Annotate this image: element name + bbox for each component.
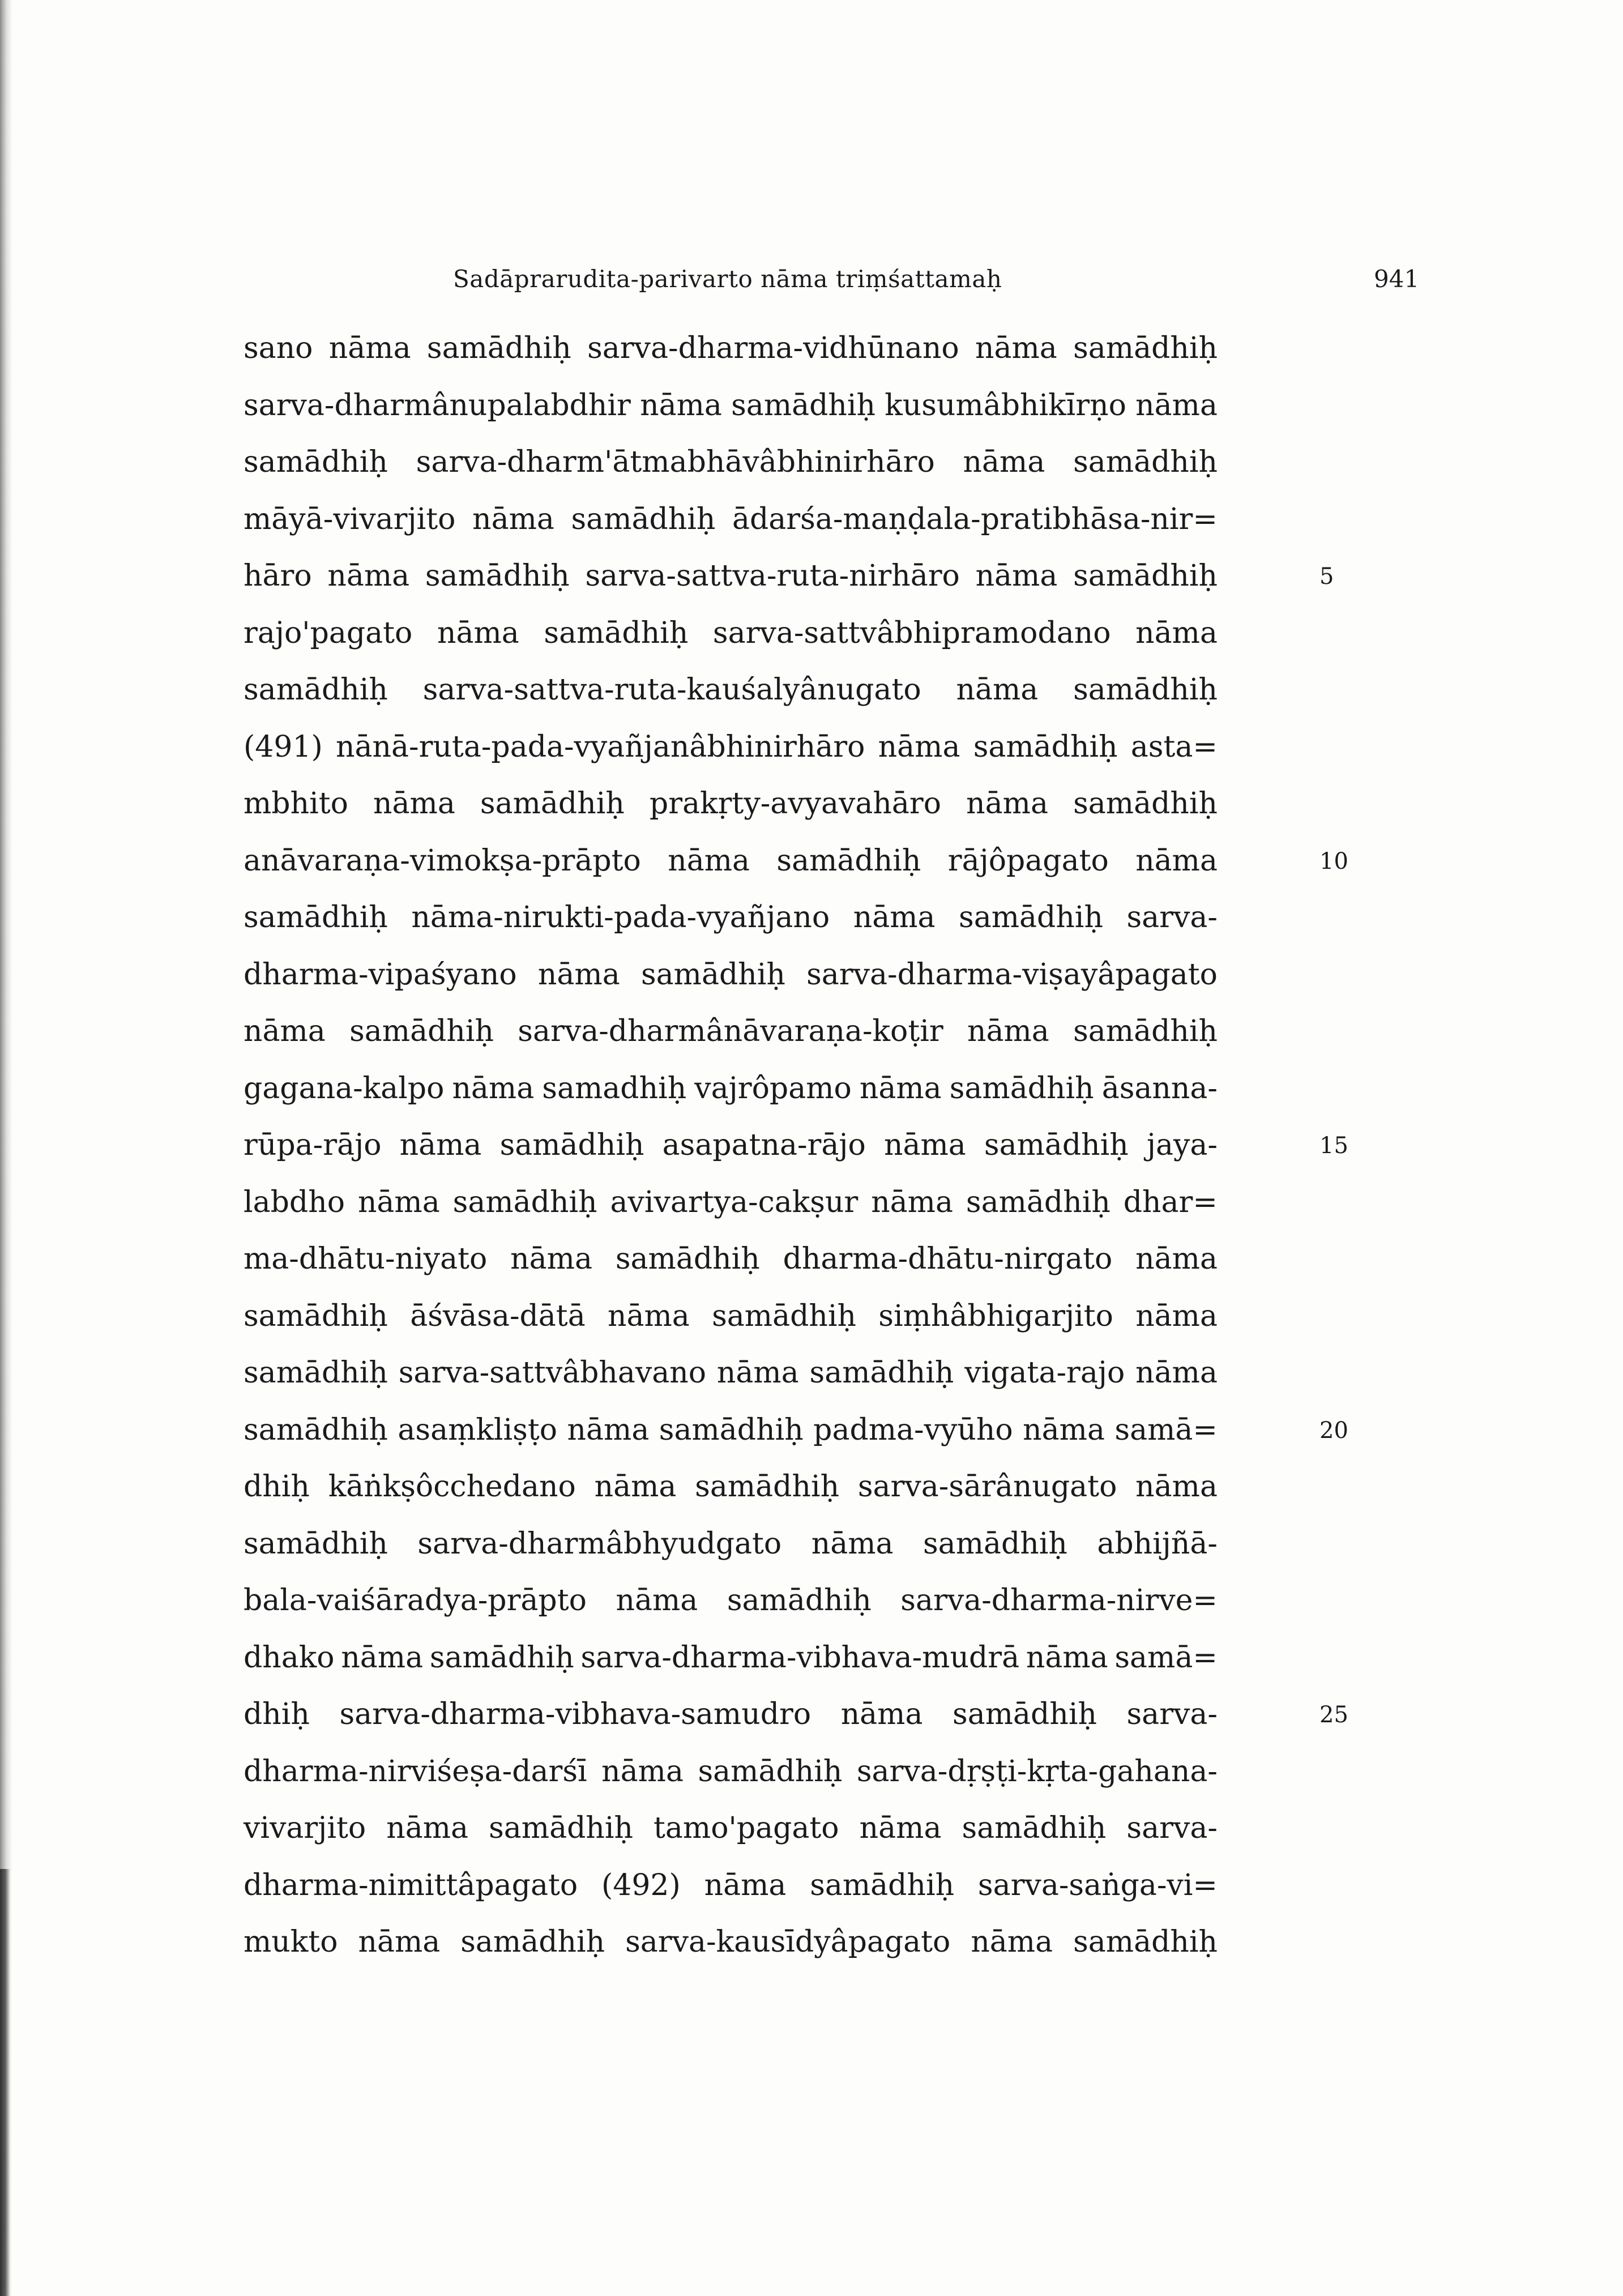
- text-line: [244, 1697, 1218, 1731]
- word: samādhiḥ: [695, 1470, 840, 1504]
- word: nāma: [1026, 1640, 1108, 1675]
- word: nāma: [357, 1185, 440, 1219]
- word: nāma: [1135, 1356, 1218, 1390]
- word: samādhiḥ: [923, 1526, 1067, 1561]
- word: dharma-nirviśeṣa-darśī: [244, 1754, 587, 1789]
- word: sarva-dharmâbhyudgato: [417, 1526, 782, 1561]
- word: āśvāsa-dātā: [410, 1299, 586, 1333]
- text-line: [244, 331, 1218, 365]
- word: asta=: [1130, 729, 1218, 764]
- word: samādhiḥ: [349, 1014, 494, 1048]
- word: abhijñā-: [1097, 1526, 1218, 1561]
- word: nāma: [859, 1811, 942, 1845]
- text-line: [244, 1925, 1218, 1959]
- word: kāṅkṣôcchedano: [328, 1470, 576, 1504]
- word: samādhiḥ: [452, 1185, 597, 1219]
- word: dhako: [244, 1640, 335, 1675]
- word: nāma: [963, 445, 1045, 479]
- word: dhar=: [1123, 1185, 1218, 1219]
- word: samādhiḥ: [426, 331, 571, 365]
- word: nāma: [601, 1754, 684, 1789]
- text-line: [244, 1356, 1218, 1390]
- margin-line-number: 20: [1319, 1417, 1348, 1444]
- text-line: [244, 1014, 1218, 1048]
- word: samadhiḥ: [542, 1071, 687, 1106]
- word: māyā-vivarjito: [244, 502, 456, 536]
- binding-edge-dark-shadow: [0, 1869, 10, 2296]
- word: nāma: [975, 331, 1057, 365]
- text-line: [244, 730, 1218, 764]
- word: sarva-sārânugato: [857, 1470, 1117, 1504]
- word: dhiḥ: [244, 1697, 310, 1731]
- running-head: Sadāprarudita-parivarto nāma triṃśattamaḥ: [453, 265, 1002, 293]
- word: samādhiḥ: [973, 729, 1118, 764]
- word: nāma: [616, 1584, 698, 1618]
- word: nāma: [956, 673, 1039, 707]
- word: samādhiḥ: [698, 1754, 843, 1789]
- word: samādhiḥ: [429, 1640, 574, 1675]
- word: samādhiḥ: [1073, 673, 1218, 707]
- word: samādhiḥ: [244, 901, 388, 934]
- text-line: [244, 1470, 1218, 1504]
- word: nāma: [975, 559, 1058, 593]
- word: siṃhâbhigarjito: [878, 1299, 1113, 1333]
- word: nāma: [327, 559, 410, 593]
- word: sarva-: [1126, 1697, 1218, 1731]
- word: jaya-: [1146, 1128, 1218, 1162]
- text-line: [244, 787, 1218, 821]
- word: samā=: [1114, 1412, 1218, 1447]
- word: vivarjito: [244, 1811, 366, 1845]
- word: nāma: [883, 1128, 966, 1162]
- word: āsanna-: [1101, 1071, 1218, 1106]
- word: samādhiḥ: [1073, 1925, 1218, 1959]
- word: samādhiḥ: [984, 1128, 1129, 1162]
- text-line: [244, 844, 1218, 878]
- text-line: [244, 1128, 1218, 1162]
- word: nāma: [811, 1526, 894, 1561]
- word: gagana-kalpo: [244, 1071, 445, 1106]
- word: samādhiḥ: [1073, 331, 1218, 365]
- text-line: [244, 1299, 1218, 1333]
- word: samādhiḥ: [949, 1071, 1094, 1106]
- word: nānā-ruta-pada-vyañjanâbhinirhāro: [336, 729, 865, 764]
- word: sarva-saṅga-vi=: [977, 1868, 1218, 1902]
- word: sarva-dharma-vidhūnano: [587, 331, 959, 365]
- word: nāma-nirukti-pada-vyañjano: [411, 901, 830, 934]
- word: samādhiḥ: [727, 1584, 872, 1618]
- word: samādhiḥ: [244, 1526, 388, 1561]
- word: sarva-: [1126, 1811, 1218, 1845]
- word: mukto: [244, 1925, 338, 1959]
- word: sarva-: [1126, 901, 1218, 934]
- word: ma-dhātu-niyato: [244, 1242, 488, 1276]
- margin-line-number: 15: [1319, 1133, 1348, 1159]
- text-line: [244, 1811, 1218, 1845]
- word: samādhiḥ: [776, 843, 921, 878]
- word: nāma: [537, 957, 620, 992]
- text-line: [244, 1868, 1218, 1902]
- word: samādhiḥ: [953, 1697, 1097, 1731]
- word: nāma: [1135, 843, 1218, 878]
- word: sarva-sattvâbhipramodano: [712, 616, 1111, 650]
- word: sarva-kausīdyâpagato: [625, 1925, 951, 1959]
- word: samādhiḥ: [640, 957, 785, 992]
- word: samādhiḥ: [1073, 1014, 1218, 1048]
- word: samādhiḥ: [544, 616, 689, 650]
- margin-line-number: 5: [1319, 564, 1334, 590]
- text-line: [244, 1413, 1218, 1447]
- word: nāma: [966, 787, 1048, 821]
- word: samādhiḥ: [1073, 559, 1218, 593]
- word: bala-vaiśāradya-prāpto: [244, 1584, 587, 1618]
- page-number: 941: [1374, 265, 1420, 293]
- text-line: [244, 445, 1218, 479]
- word: (492): [601, 1868, 681, 1902]
- word: dharma-nimittâpagato: [244, 1868, 578, 1902]
- word: sarva-dharmânāvaraṇa-koṭir: [518, 1014, 943, 1048]
- word: nāma: [567, 1412, 650, 1447]
- word: samādhiḥ: [480, 787, 625, 821]
- word: nāma: [704, 1868, 787, 1902]
- text-line: [244, 901, 1218, 934]
- word: samādhiḥ: [244, 673, 388, 707]
- text-line: [244, 958, 1218, 992]
- word: nāma: [668, 843, 750, 878]
- word: samādhiḥ: [810, 1868, 955, 1902]
- word: avivartya-cakṣur: [610, 1185, 859, 1219]
- margin-line-number: 10: [1319, 848, 1348, 874]
- word: vajrôpamo: [694, 1071, 852, 1106]
- word: nāma: [386, 1811, 469, 1845]
- word: sarva-dharma-viṣayâpagato: [806, 957, 1218, 992]
- word: samādhiḥ: [489, 1811, 633, 1845]
- word: rajo'pagato: [244, 616, 413, 650]
- word: mbhito: [244, 787, 348, 821]
- word: samā=: [1114, 1640, 1218, 1675]
- word: samādhiḥ: [1073, 787, 1218, 821]
- word: prakṛty-avyavahāro: [649, 787, 942, 821]
- word: sano: [244, 331, 313, 365]
- word: samādhiḥ: [962, 1811, 1107, 1845]
- margin-line-number: 25: [1319, 1702, 1348, 1728]
- text-line: [244, 1641, 1218, 1675]
- word: nāma: [358, 1925, 441, 1959]
- word: nāma: [716, 1356, 799, 1390]
- word: nāma: [967, 1014, 1049, 1048]
- text-line: [244, 1584, 1218, 1618]
- word: nāma: [1135, 388, 1218, 423]
- text-line: [244, 559, 1218, 593]
- word: nāma: [510, 1242, 592, 1276]
- word: padma-vyūho: [813, 1412, 1013, 1447]
- word: samādhiḥ: [425, 559, 570, 593]
- word: sarva-dharma-vibhava-samudro: [339, 1697, 812, 1731]
- word: nāma: [341, 1640, 424, 1675]
- word: tamo'pagato: [654, 1811, 839, 1845]
- word: samādhiḥ: [244, 1356, 388, 1390]
- word: (491): [244, 729, 323, 764]
- word: sarva-dharm'ātmabhāvâbhinirhāro: [416, 445, 935, 479]
- text-line: [244, 1242, 1218, 1276]
- word: rūpa-rājo: [244, 1128, 382, 1162]
- word: nāma: [878, 729, 960, 764]
- word: dharma-vipaśyano: [244, 957, 517, 992]
- word: sarva-sattva-ruta-nirhāro: [585, 559, 960, 593]
- word: nāma: [437, 616, 519, 650]
- word: samādhiḥ: [659, 1412, 804, 1447]
- text-line: [244, 1185, 1218, 1219]
- word: sarva-dharma-vibhava-mudrā: [580, 1640, 1020, 1675]
- word: samādhiḥ: [712, 1299, 856, 1333]
- word: nāma: [859, 1071, 942, 1106]
- word: sarva-sattvâbhavano: [398, 1356, 707, 1390]
- text-line: [244, 502, 1218, 536]
- word: rājôpagato: [947, 843, 1109, 878]
- word: vigata-rajo: [964, 1356, 1125, 1390]
- word: nāma: [1135, 616, 1218, 650]
- word: sarva-dṛṣṭi-kṛta-gahana-: [856, 1754, 1218, 1789]
- word: kusumâbhikīrṇo: [885, 388, 1126, 423]
- word: samādhiḥ: [571, 502, 716, 536]
- word: nāma: [244, 1014, 326, 1048]
- word: dharma-dhātu-nirgato: [783, 1242, 1113, 1276]
- word: samādhiḥ: [244, 1412, 388, 1447]
- word: dhiḥ: [244, 1470, 310, 1504]
- word: ādarśa-maṇḍala-pratibhāsa-nir=: [732, 502, 1218, 536]
- word: nāma: [840, 1697, 923, 1731]
- word: nāma: [971, 1925, 1053, 1959]
- word: nāma: [871, 1185, 953, 1219]
- word: hāro: [244, 559, 312, 593]
- word: sarva-sattva-ruta-kauśalyânugato: [422, 673, 921, 707]
- word: nāma: [607, 1299, 690, 1333]
- word: nāma: [373, 787, 455, 821]
- text-line: [244, 616, 1218, 650]
- text-line: [244, 1527, 1218, 1561]
- word: nāma: [1135, 1470, 1218, 1504]
- word: nāma: [1023, 1412, 1105, 1447]
- text-line: [244, 673, 1218, 707]
- word: samādhiḥ: [244, 445, 388, 479]
- word: nāma: [853, 901, 936, 934]
- word: nāma: [1135, 1299, 1218, 1333]
- word: samādhiḥ: [615, 1242, 760, 1276]
- text-line: [244, 389, 1218, 423]
- word: anāvaraṇa-vimokṣa-prāpto: [244, 843, 641, 878]
- word: samādhiḥ: [959, 901, 1103, 934]
- word: samādhiḥ: [499, 1128, 644, 1162]
- word: labdho: [244, 1185, 345, 1219]
- word: nāma: [472, 502, 554, 536]
- word: samādhiḥ: [244, 1299, 388, 1333]
- word: nāma: [399, 1128, 482, 1162]
- word: samādhiḥ: [966, 1185, 1111, 1219]
- word: nāma: [594, 1470, 677, 1504]
- word: samādhiḥ: [1073, 445, 1218, 479]
- word: nāma: [452, 1071, 535, 1106]
- text-line: [244, 1755, 1218, 1789]
- word: nāma: [328, 331, 411, 365]
- word: asapatna-rājo: [662, 1128, 866, 1162]
- word: nāma: [1135, 1242, 1218, 1276]
- word: samādhiḥ: [809, 1356, 954, 1390]
- word: asaṃkliṣṭo: [398, 1412, 558, 1447]
- word: sarva-dharma-nirve=: [900, 1584, 1218, 1618]
- word: samādhiḥ: [731, 388, 876, 423]
- word: sarva-dharmânupalabdhir: [244, 388, 631, 423]
- word: samādhiḥ: [460, 1925, 605, 1959]
- word: nāma: [640, 388, 722, 423]
- text-line: [244, 1072, 1218, 1106]
